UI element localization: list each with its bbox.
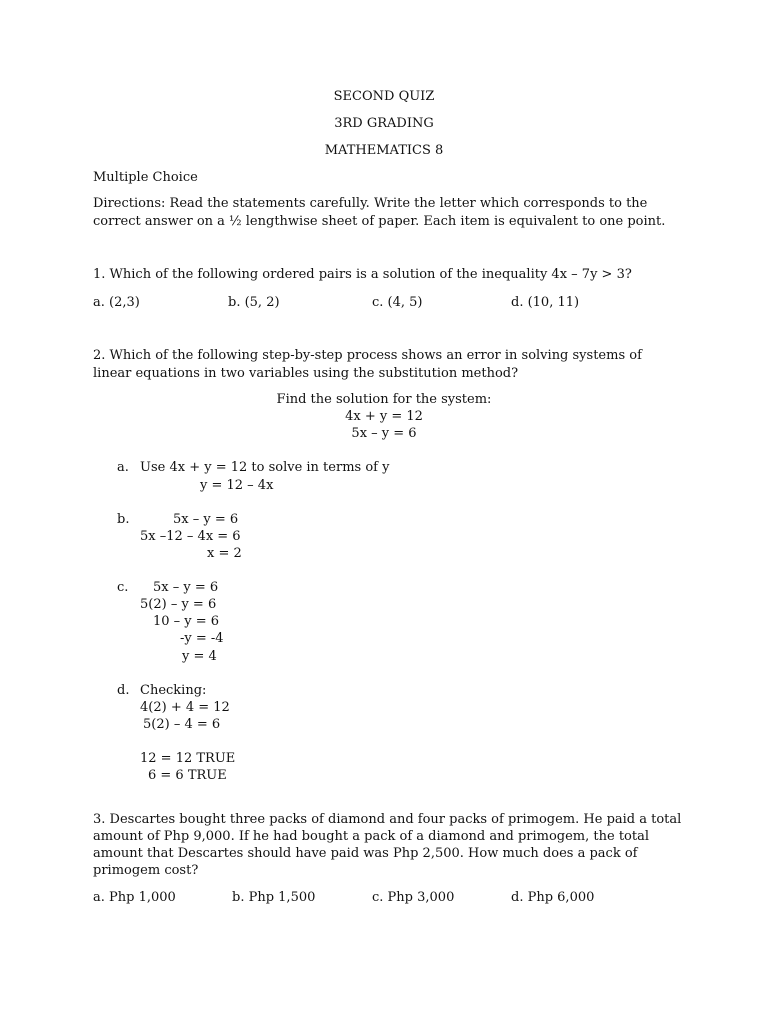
option-c-line-5: y = 4 — [182, 649, 217, 664]
directions-line-2: correct answer on a ½ lengthwise sheet of paper. Each item is equivalent to one point. — [93, 214, 666, 229]
option-c-line-3: 10 – y = 6 — [153, 614, 220, 629]
system-equation-2: 5x – y = 6 — [351, 426, 417, 441]
question-2-line-2: linear equations in two variables using the substitution method? — [93, 366, 519, 381]
subject-title: MATHEMATICS 8 — [324, 143, 444, 158]
question-3-choice-c: c. Php 3,000 — [372, 890, 455, 905]
section-title: Multiple Choice — [93, 170, 198, 185]
option-b-letter: b. — [117, 512, 130, 527]
option-d-letter: d. — [117, 683, 130, 698]
question-3-line-4: primogem cost? — [93, 863, 199, 878]
option-c-letter: c. — [117, 580, 129, 595]
system-title: Find the solution for the system: — [276, 392, 492, 407]
option-d-line-5: 6 = 6 TRUE — [148, 768, 227, 783]
question-3-line-2: amount of Php 9,000. If he had bought a pack of a diamond and primogem, the total — [93, 829, 650, 844]
option-b-line-1: 5x – y = 6 — [173, 512, 239, 527]
question-3-line-3: amount that Descartes should have paid was Php 2,500. How much does a pack of — [93, 846, 638, 861]
option-c-line-1: 5x – y = 6 — [153, 580, 219, 595]
question-3-choice-b: b. Php 1,500 — [232, 890, 316, 905]
question-1-choice-d: d. (10, 11) — [511, 295, 580, 310]
option-a-letter: a. — [117, 460, 129, 475]
option-d-line-3: 5(2) – 4 = 6 — [143, 717, 221, 732]
question-3-choice-d: d. Php 6,000 — [511, 890, 595, 905]
option-c-line-4: -y = -4 — [180, 631, 224, 646]
question-3-line-1: 3. Descartes bought three packs of diamond and four packs of primogem. He paid a total — [93, 812, 682, 827]
question-1-choice-c: c. (4, 5) — [372, 295, 423, 310]
option-b-line-3: x = 2 — [207, 546, 242, 561]
question-1-text: 1. Which of the following ordered pairs is a solution of the inequality 4x – 7y > 3? — [93, 267, 632, 282]
question-1-choice-b: b. (5, 2) — [228, 295, 280, 310]
quiz-title: SECOND QUIZ — [333, 89, 435, 104]
option-c-line-2: 5(2) – y = 6 — [140, 597, 217, 612]
directions-line-1: Directions: Read the statements carefully. Write the letter which corresponds to the — [93, 196, 648, 211]
question-3-choice-a: a. Php 1,000 — [93, 890, 176, 905]
option-a-line-2: y = 12 – 4x — [200, 478, 274, 493]
option-d-line-4: 12 = 12 TRUE — [140, 751, 236, 766]
system-equation-1: 4x + y = 12 — [345, 409, 423, 424]
question-2-line-1: 2. Which of the following step-by-step process shows an error in solving systems of — [93, 348, 642, 363]
option-d-line-2: 4(2) + 4 = 12 — [140, 700, 230, 715]
option-b-line-2: 5x –12 – 4x = 6 — [140, 529, 241, 544]
question-1-choice-a: a. (2,3) — [93, 295, 140, 310]
option-a-line-1: Use 4x + y = 12 to solve in terms of y — [140, 460, 390, 475]
option-d-line-1: Checking: — [140, 683, 207, 698]
grading-period: 3RD GRADING — [334, 116, 434, 131]
